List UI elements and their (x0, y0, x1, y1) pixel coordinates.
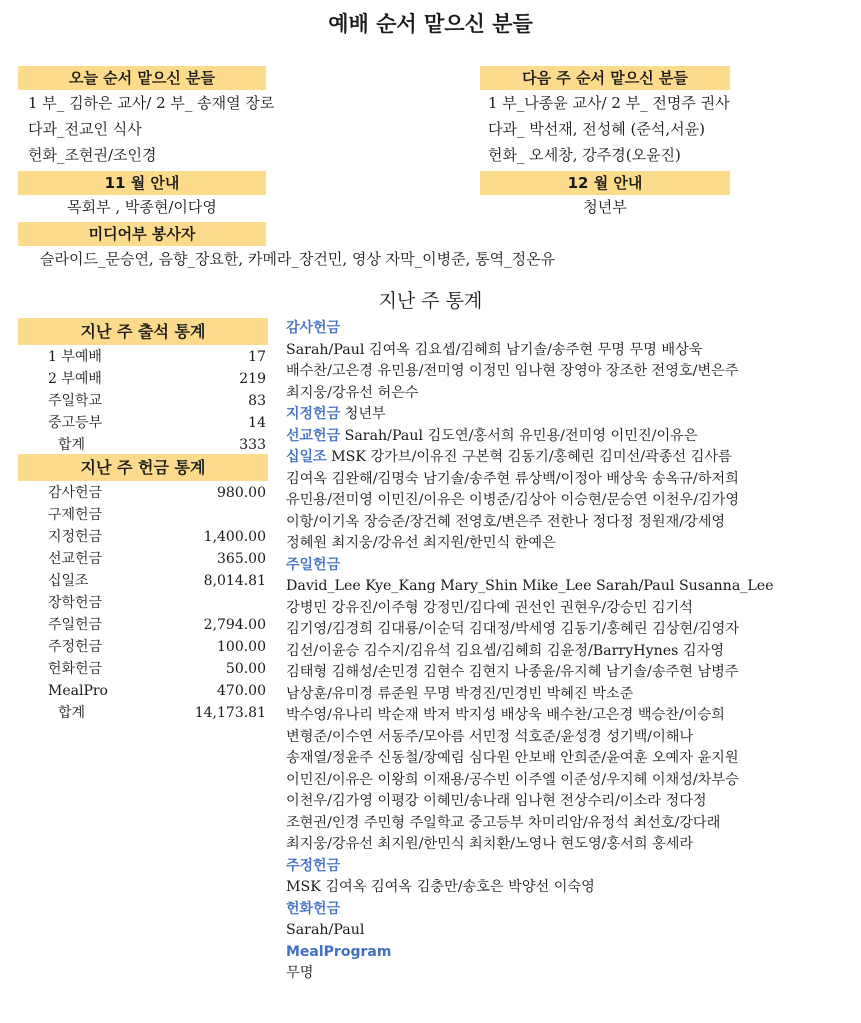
offering-label: 선교헌금 (48, 551, 103, 567)
next-week-line-2: 다과_ 박선재, 전성혜 (준석,서윤) (488, 120, 705, 138)
offering-label: 구제헌금 (48, 507, 103, 523)
offering-value: 2,794.00 (203, 617, 266, 633)
today-line-1: 1 부_ 김하은 교사/ 2 부_ 송재열 장로 (28, 94, 275, 112)
next-week-line-1: 1 부_나종윤 교사/ 2 부_ 전명주 권사 (488, 94, 730, 112)
offering-label: 합계 (58, 705, 86, 721)
attendance-value: 17 (248, 349, 266, 365)
donor-names: 유민용/전미영 이민진/이유은 이병준/김상아 이승현/문승연 이천우/김가영 (286, 492, 740, 508)
today-line-3: 헌화_조현권/조인경 (28, 146, 157, 164)
donor-names: 송재열/정윤주 신동철/장예림 심다원 안보배 안희준/윤여훈 오예자 윤지원 (286, 750, 739, 766)
donor-group-heading (286, 447, 846, 469)
donor-names: Sarah/Paul (286, 922, 365, 938)
attendance-row (18, 412, 268, 434)
offering-value: 470.00 (217, 683, 266, 699)
attendance-label: 1 부예배 (48, 349, 102, 365)
offering-value: 50.00 (225, 661, 266, 677)
donor-group-heading (286, 404, 846, 426)
offering-row (18, 614, 268, 636)
donor-group-heading (286, 318, 846, 340)
offering-row (18, 702, 268, 724)
donor-group-title: 헌화헌금 (286, 900, 341, 917)
donor-names: David_Lee Kye_Kang Mary_Shin Mike_Lee Sarah/Paul Susanna_Lee (286, 578, 774, 594)
offering-row (18, 592, 268, 614)
donor-group-heading (286, 426, 846, 448)
media-text: 슬라이드_문승연, 음향_장요한, 카메라_장건민, 영상 자막_이병준, 통역_정온유 (40, 250, 556, 268)
offering-value: 14,173.81 (194, 705, 266, 721)
donor-names: Sarah/Paul 김도연/홍서희 유민용/전미영 이민진/이유은 (344, 427, 698, 444)
donor-names: 최지웅/강유선 허은수 (286, 384, 419, 401)
attendance-label: 주일학교 (48, 393, 103, 409)
offering-label: 지정헌금 (48, 529, 103, 545)
page-title: 예배 순서 맡으신 분들 (328, 12, 533, 36)
offering-label: 주정헌금 (48, 639, 103, 655)
attendance-row (18, 434, 268, 456)
donor-names: 이항/이기옥 장승준/장건혜 전영호/변은주 전한나 정다정 정원재/강세영 (286, 513, 726, 530)
media-header: 미디어부 봉사자 (18, 222, 266, 246)
donor-names: 변형준/이수연 서동주/모아름 서민정 석호준/윤성경 성기백/이해나 (286, 728, 694, 745)
donor-group-title: 주정헌금 (286, 857, 341, 874)
donor-names: Sarah/Paul 김여옥 김요셉/김혜희 남기솔/송주현 무명 무명 배상욱 (286, 341, 703, 358)
offering-row (18, 526, 268, 548)
attendance-value: 14 (248, 415, 266, 431)
donor-names: MSK 김여옥 김여옥 김충만/송호은 박양선 이숙영 (286, 879, 595, 895)
offering-label: 십일조 (48, 573, 89, 589)
today-header: 오늘 순서 맡으신 분들 (18, 66, 266, 90)
attendance-value: 219 (239, 371, 266, 387)
offering-value: 8,014.81 (203, 573, 266, 589)
next-week-line-3: 헌화_ 오세창, 강주경(오윤진) (488, 146, 681, 164)
offering-label: 헌화헌금 (48, 661, 103, 677)
attendance-row (18, 368, 268, 390)
donor-group-title: MealProgram (286, 943, 392, 960)
attendance-row (18, 390, 268, 412)
donor-list (286, 318, 846, 985)
offering-value: 100.00 (217, 639, 266, 655)
offering-label: 감사헌금 (48, 485, 103, 501)
attendance-header: 지난 주 출석 통계 (18, 318, 268, 345)
donor-names: 김기영/김경희 김대룡/이순덕 김대정/박세영 김동기/홍혜린 김상현/김영자 (286, 621, 740, 637)
offering-value: 980.00 (217, 485, 266, 501)
donor-names: 청년부 (344, 406, 386, 422)
donor-group-heading (286, 899, 846, 921)
donor-names: 무명 (286, 965, 314, 981)
offering-row (18, 504, 268, 526)
donor-names: 김태형 김해성/손민경 김현수 김현지 나종윤/유지혜 남기솔/송주현 남병주 (286, 664, 739, 680)
offering-label: MealPro (48, 683, 108, 699)
donor-names: 박수영/유나리 박순재 박저 박지성 배상욱 배수찬/고은경 백승찬/이승희 (286, 707, 725, 723)
offering-row (18, 658, 268, 680)
offering-header: 지난 주 헌금 통계 (18, 454, 268, 481)
donor-names: 조현권/인경 주민형 주일학교 중고등부 차미리암/유정석 최선호/강다래 (286, 814, 721, 831)
donor-group-title: 주일헌금 (286, 556, 341, 573)
offering-row (18, 548, 268, 570)
stats-title: 지난 주 통계 (378, 290, 483, 312)
nov-text: 목회부 , 박종현/이다영 (67, 198, 217, 216)
offering-label: 주일헌금 (48, 617, 103, 633)
attendance-value: 83 (248, 393, 266, 409)
offering-row (18, 570, 268, 592)
attendance-value: 333 (239, 437, 266, 453)
attendance-label: 중고등부 (48, 415, 103, 431)
dec-text: 청년부 (583, 198, 627, 216)
donor-names: MSK 강가브/이유진 구본혁 김동기/홍혜린 김미선/곽종선 김사름 (331, 449, 732, 465)
attendance-label: 2 부예배 (48, 371, 102, 387)
donor-group-title: 감사헌금 (286, 320, 341, 336)
offering-value: 365.00 (217, 551, 266, 567)
offering-label: 장학헌금 (48, 595, 103, 611)
offering-value: 1,400.00 (203, 529, 266, 545)
donor-names: 최지웅/강유선 최지원/한민식 최치환/노영나 현도영/홍서희 홍세라 (286, 836, 694, 852)
donor-names: 김여옥 김완해/김명숙 남기솔/송주현 류상백/이정아 배상욱 송옥규/하저희 (286, 470, 739, 487)
next-week-header: 다음 주 순서 맡으신 분들 (480, 66, 730, 90)
offering-row (18, 680, 268, 702)
donor-names: 이천우/김가영 이평강 이혜민/송나래 임나현 전상수리/이소라 정다정 (286, 793, 707, 809)
attendance-row (18, 346, 268, 368)
offering-row (18, 636, 268, 658)
nov-header: 11 월 안내 (18, 171, 266, 195)
donor-names: 강병민 강유진/이주형 강정민/김다예 권선인 권현우/강승민 김기석 (286, 599, 693, 616)
donor-names: 정혜원 최지웅/강유선 최지원/한민식 한예은 (286, 535, 556, 551)
today-line-2: 다과_전교인 식사 (28, 120, 142, 138)
donor-group-title: 십일조 (286, 449, 327, 465)
donor-names: 배수찬/고은경 유민용/전미영 이정민 임나현 장영아 장조한 전영호/변은주 (286, 363, 739, 379)
offering-row (18, 482, 268, 504)
donor-group-title: 지정헌금 (286, 406, 341, 422)
donor-names: 이민진/이유은 이왕희 이재용/공수빈 이주엘 이준성/우지혜 이채성/차부승 (286, 771, 739, 788)
donor-group-title: 선교헌금 (286, 427, 341, 444)
donor-group-heading (286, 942, 846, 964)
donor-names: 김선/이윤승 김수지/김유석 김요셉/김혜희 김윤정/BarryHynes 김자영 (286, 642, 725, 659)
donor-group-heading (286, 555, 846, 577)
attendance-label: 합계 (58, 437, 86, 453)
donor-group-heading (286, 856, 846, 878)
donor-names: 남상훈/유미경 류준원 무명 박경진/민경빈 박혜진 박소준 (286, 685, 634, 702)
dec-header: 12 월 안내 (480, 171, 730, 195)
